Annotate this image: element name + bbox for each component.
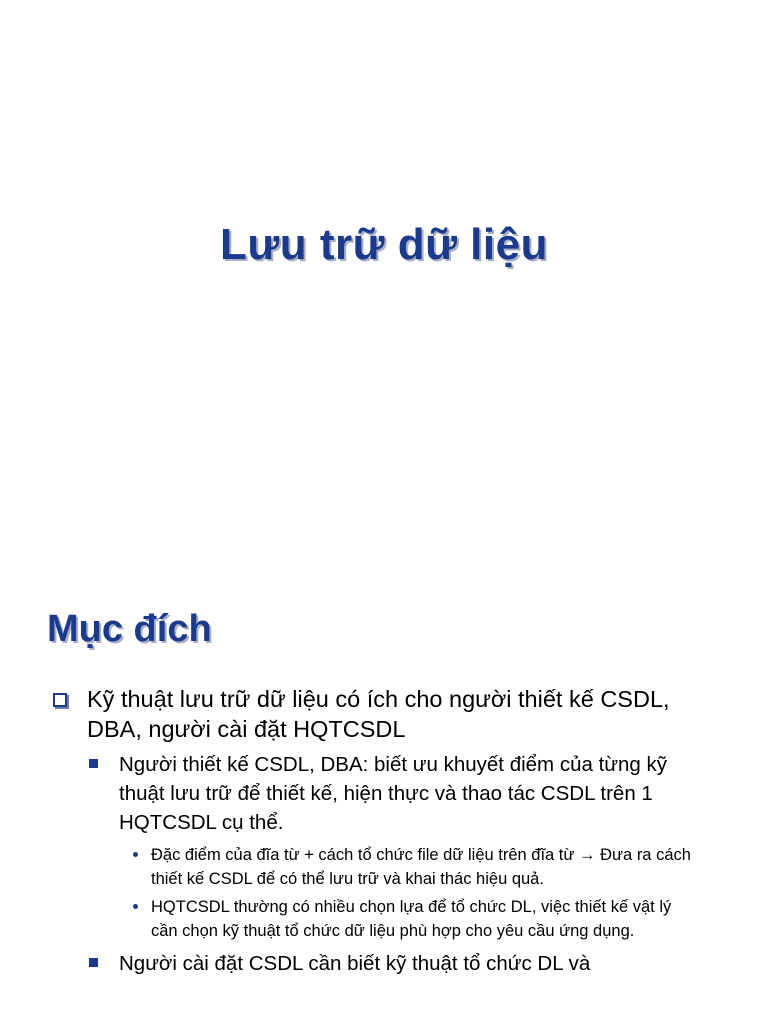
slide-1-title: Lưu trữ dữ liệu xyxy=(220,220,548,269)
square-filled-bullet-icon xyxy=(89,958,98,967)
list-item-text: Kỹ thuật lưu trữ dữ liệu có ích cho người thiết kế CSDL, DBA, người cài đặt HQTCSDL xyxy=(87,686,670,742)
list-item-text: Người thiết kế CSDL, DBA: biết ưu khuyết điểm của từng kỹ thuật lưu trữ để thiết kế, hiện thực và thao tác CSDL trên 1 HQTCSDL cụ thể. xyxy=(119,753,667,834)
square-filled-bullet-icon xyxy=(89,759,98,768)
dot-bullet-icon xyxy=(133,852,138,857)
dot-bullet-icon xyxy=(133,904,138,909)
square-outline-bullet-icon xyxy=(53,693,67,707)
list-item-level-2 xyxy=(0,750,768,837)
list-item-text: Người cài đặt CSDL cần biết kỹ thuật tổ chức DL và xyxy=(119,952,591,975)
list-item-level-1 xyxy=(0,684,768,744)
list-item-text: HQTCSDL thường có nhiều chọn lựa để tổ chức DL, việc thiết kế vật lý cần chọn kỹ thuật tổ chức dữ liệu phù hợp cho yêu cầu ứng dụng. xyxy=(151,898,672,940)
list-item-text: Đặc điểm của đĩa từ + cách tổ chức file dữ liệu trên đĩa từ → Đưa ra cách thiết kế CSDL để có thể lưu trữ và khai thác hiệu quả. xyxy=(151,846,691,888)
slide-2-title: Mục đích xyxy=(47,608,212,650)
bullet-list xyxy=(0,684,768,978)
list-item-level-2 xyxy=(0,949,768,978)
list-item-level-3 xyxy=(0,843,768,891)
list-item-level-3 xyxy=(0,895,768,943)
